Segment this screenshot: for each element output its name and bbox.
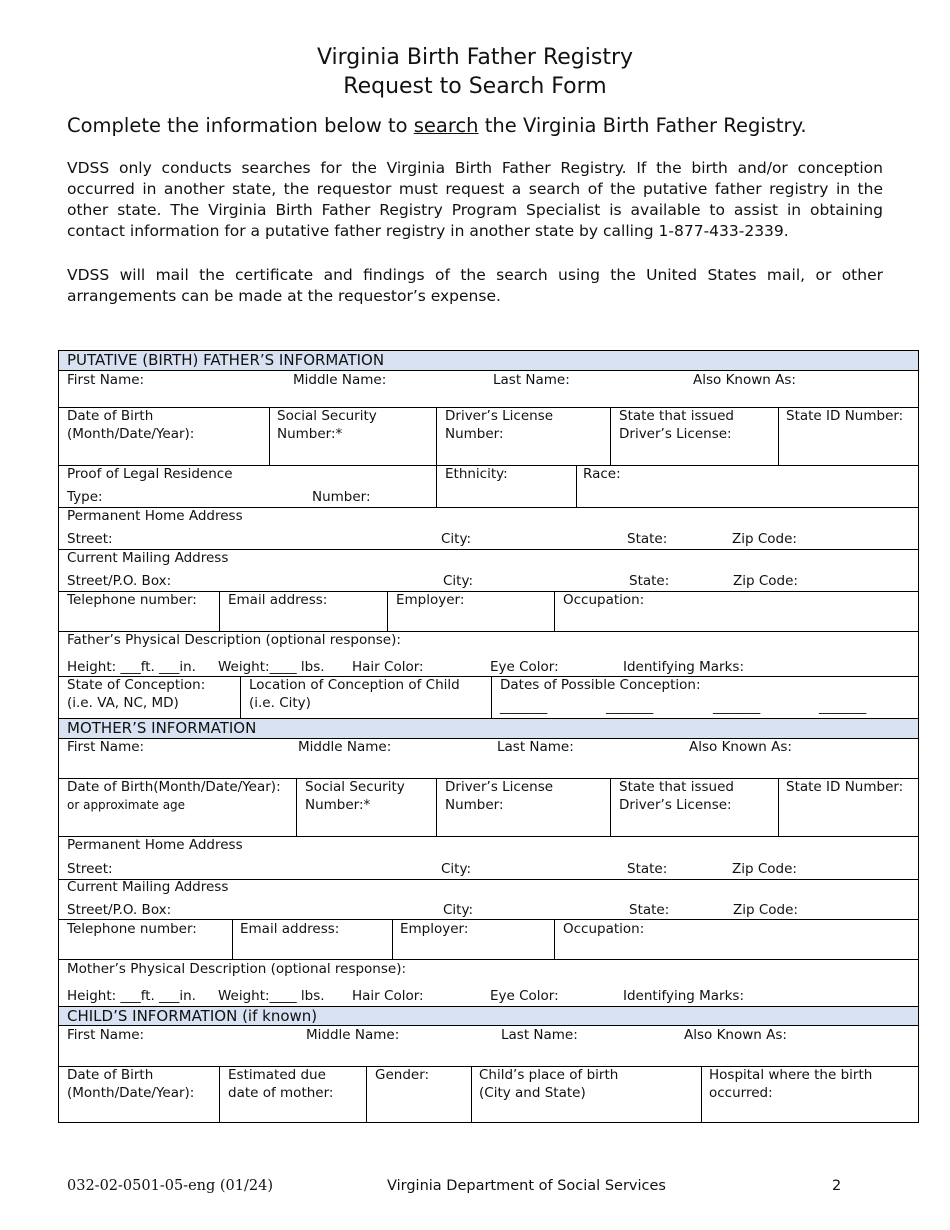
mother-aka-field[interactable]: Also Known As: [689,739,792,755]
mother-zip-field[interactable]: Zip Code: [732,861,797,877]
father-weight-field[interactable]: Weight:____ lbs. [218,659,325,675]
mother-section-header: MOTHER’S INFORMATION [59,718,918,739]
mother-first-name-field[interactable]: First Name: [67,739,145,755]
child-last-name-field[interactable]: Last Name: [501,1027,578,1043]
father-middle-name-field[interactable]: Middle Name: [293,372,387,388]
mother-dl-state-field[interactable]: Driver’s License: [619,797,732,813]
child-hospital-label: Hospital where the birth [709,1067,873,1083]
mother-mail-address-label: Current Mailing Address [67,879,229,895]
father-state-field[interactable]: State: [627,531,668,547]
father-email-field[interactable]: Email address: [228,592,328,608]
child-hospital-field[interactable]: occurred: [709,1085,773,1101]
father-height-field[interactable]: Height: ___ft. ___in. [67,659,196,675]
father-ethnicity-field[interactable]: Ethnicity: [445,466,508,482]
mother-state-field[interactable]: State: [627,861,668,877]
father-mail-city-field[interactable]: City: [443,573,474,589]
father-zip-field[interactable]: Zip Code: [732,531,797,547]
child-dob-field[interactable]: (Month/Date/Year): [67,1085,195,1101]
father-proof-number-field[interactable]: Number: [312,489,371,505]
mother-physical-desc-label: Mother’s Physical Description (optional response): [67,961,407,977]
mother-dl-label: Driver’s License [445,779,554,795]
mother-eye-field[interactable]: Eye Color: [490,988,559,1004]
intro-pre: Complete the information below to [67,114,414,137]
conception-state-field[interactable]: (i.e. VA, NC, MD) [67,695,179,711]
conception-state-label: State of Conception: [67,677,206,693]
child-first-name-field[interactable]: First Name: [67,1027,145,1043]
page-number: 2 [832,1178,842,1194]
child-due-date-label: Estimated due [228,1067,326,1083]
father-ssn-label: Social Security [277,408,377,424]
mother-dl-field[interactable]: Number: [445,797,504,813]
registry-form-table [58,350,919,1123]
father-mail-zip-field[interactable]: Zip Code: [733,573,798,589]
child-middle-name-field[interactable]: Middle Name: [306,1027,400,1043]
father-section-header: PUTATIVE (BIRTH) FATHER’S INFORMATION [59,351,918,371]
mother-hair-field[interactable]: Hair Color: [352,988,424,1004]
father-city-field[interactable]: City: [441,531,472,547]
mother-phone-field[interactable]: Telephone number: [67,921,197,937]
mother-approx-age-label: or approximate age [67,798,186,812]
father-perm-address-label: Permanent Home Address [67,508,243,524]
mother-ssn-label: Social Security [305,779,405,795]
conception-location-field[interactable]: (i.e. City) [249,695,311,711]
mother-mail-zip-field[interactable]: Zip Code: [733,902,798,918]
mother-occupation-field[interactable]: Occupation: [563,921,645,937]
child-gender-field[interactable]: Gender: [375,1067,430,1083]
mother-middle-name-field[interactable]: Middle Name: [298,739,392,755]
mother-perm-address-label: Permanent Home Address [67,837,243,853]
father-first-name-field[interactable]: First Name: [67,372,145,388]
mother-state-id-field[interactable]: State ID Number: [786,779,904,795]
mother-mail-state-field[interactable]: State: [629,902,670,918]
intro-paragraph-1: VDSS only conducts searches for the Virginia Birth Father Registry. If the birth and/or conception occurred in another state, the requestor must request a search of the putative father registry in the other state. The Virginia Birth Father Registry Program Specialist is available to assist in obtaining contact information for a putative father registry in another state by calling 1-877-433-2339. [67,159,883,240]
father-proof-label: Proof of Legal Residence [67,466,233,482]
child-aka-field[interactable]: Also Known As: [684,1027,787,1043]
mother-marks-field[interactable]: Identifying Marks: [623,988,744,1004]
intro-paragraph-2: VDSS will mail the certificate and findings of the search using the United States mail, or other arrangements can be made at the requestor’s expense. [67,266,883,305]
father-proof-type-field[interactable]: Type: [67,489,103,505]
father-phone-field[interactable]: Telephone number: [67,592,197,608]
father-eye-field[interactable]: Eye Color: [490,659,559,675]
father-marks-field[interactable]: Identifying Marks: [623,659,744,675]
father-dl-field[interactable]: Number: [445,426,504,442]
child-dob-label: Date of Birth [67,1067,154,1083]
search-emphasis: search [413,114,479,137]
father-hair-field[interactable]: Hair Color: [352,659,424,675]
mother-dob-field[interactable]: Date of Birth(Month/Date/Year): [67,779,281,795]
intro-post: the Virginia Birth Father Registry. [478,114,807,137]
mother-last-name-field[interactable]: Last Name: [497,739,574,755]
mother-employer-field[interactable]: Employer: [400,921,469,937]
child-section-header: CHILD’S INFORMATION (if known) [59,1006,918,1026]
mother-ssn-field[interactable]: Number:* [305,797,371,813]
mother-mail-city-field[interactable]: City: [443,902,474,918]
father-mail-address-label: Current Mailing Address [67,550,229,566]
father-last-name-field[interactable]: Last Name: [493,372,570,388]
father-dob-label: Date of Birth [67,408,154,424]
conception-date-1-field[interactable]: _______ [500,699,548,715]
mother-mail-street-field[interactable]: Street/P.O. Box: [67,902,172,918]
father-mail-street-field[interactable]: Street/P.O. Box: [67,573,172,589]
father-mail-state-field[interactable]: State: [629,573,670,589]
father-physical-desc-label: Father’s Physical Description (optional response): [67,632,401,648]
father-state-id-field[interactable]: State ID Number: [786,408,904,424]
father-employer-field[interactable]: Employer: [396,592,465,608]
mother-street-field[interactable]: Street: [67,861,113,877]
conception-date-2-field[interactable]: _______ [606,699,654,715]
father-dl-label: Driver’s License [445,408,554,424]
intro-instruction [67,114,807,137]
child-due-date-field[interactable]: date of mother: [228,1085,334,1101]
mother-dl-state-label: State that issued [619,779,734,795]
mother-city-field[interactable]: City: [441,861,472,877]
father-race-field[interactable]: Race: [583,466,621,482]
mother-height-field[interactable]: Height: ___ft. ___in. [67,988,196,1004]
form-title: Virginia Birth Father Registry [316,45,634,70]
child-birthplace-label: Child’s place of birth [479,1067,619,1083]
form-subtitle: Request to Search Form [343,74,607,99]
conception-date-3-field[interactable]: _______ [713,699,761,715]
father-dl-state-field[interactable]: Driver’s License: [619,426,732,442]
father-aka-field[interactable]: Also Known As: [693,372,796,388]
mother-weight-field[interactable]: Weight:____ lbs. [218,988,325,1004]
father-street-field[interactable]: Street: [67,531,113,547]
mother-email-field[interactable]: Email address: [240,921,340,937]
conception-dates-label: Dates of Possible Conception: [500,677,701,693]
conception-date-4-field[interactable]: _______ [819,699,867,715]
father-occupation-field[interactable]: Occupation: [563,592,645,608]
form-number: 032-02-0501-05-eng (01/24) [67,1178,273,1194]
father-ssn-field[interactable]: Number:* [277,426,343,442]
father-dob-field[interactable]: (Month/Date/Year): [67,426,195,442]
child-birthplace-field[interactable]: (City and State) [479,1085,586,1101]
agency-name: Virginia Department of Social Services [387,1178,666,1194]
father-dl-state-label: State that issued [619,408,734,424]
conception-location-label: Location of Conception of Child [249,677,460,693]
